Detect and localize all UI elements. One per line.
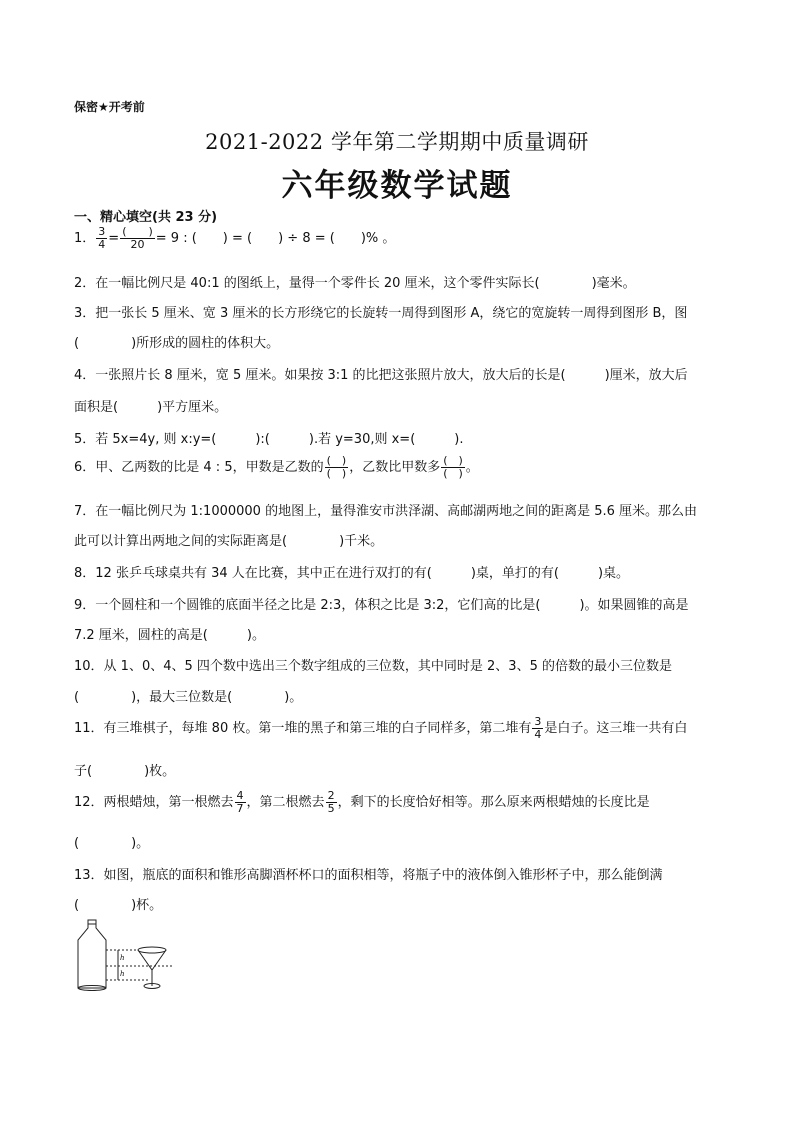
bottle-and-cone-glass-figure bbox=[70, 918, 180, 994]
question-4-line-2: 面积是( )平方厘米。 bbox=[74, 400, 228, 415]
question-11-line-1: 11．有三堆棋子，每堆 80 枚。第一堆的黑子和第三堆的白子同样多，第二堆有 $\frac{3}{4}$ 是白子。这三堆一共有白 bbox=[74, 715, 688, 741]
question-4-line-1: 4．一张照片长 8 厘米，宽 5 厘米。如果按 3:1 的比把这张照片放大，放大后的长是( )厘米，放大后 bbox=[74, 368, 688, 383]
height-label-bottom: h bbox=[120, 970, 125, 978]
question-11-line-2: 子( )枚。 bbox=[74, 764, 176, 779]
question-13-line-2: ( )杯。 bbox=[74, 898, 163, 913]
height-label-top: h bbox=[120, 954, 125, 962]
section-heading: 一、精心填空(共 23 分) bbox=[74, 210, 218, 225]
confidential-mark: 保密★开考前 bbox=[74, 100, 145, 114]
question-9-line-1: 9．一个圆柱和一个圆锥的底面半径之比是 2:3，体积之比是 3:2，它们高的比是( )。如果圆锥的高是 bbox=[74, 598, 689, 613]
fraction: $\frac{4}{7}$ bbox=[236, 789, 244, 815]
question-7-line-2: 此可以计算出两地之间的实际距离是( )千米。 bbox=[74, 534, 384, 549]
question-9-line-2: 7.2 厘米，圆柱的高是( )。 bbox=[74, 628, 265, 643]
question-1: 1． $\frac{3}{4}$ = $\frac{( )}{20}$ = 9 : ( ) = ( ) ÷ 8 = ( )% 。 bbox=[74, 225, 396, 251]
bottle-shape bbox=[78, 920, 106, 988]
fraction: $\frac{( )}{20}$ bbox=[122, 225, 153, 251]
question-2: 2．在一幅比例尺是 40:1 的图纸上，量得一个零件长 20 厘米，这个零件实际长( )毫米。 bbox=[74, 276, 636, 291]
fraction-blank: $\frac{( )}{( )}$ bbox=[443, 454, 463, 480]
exam-subtitle: 六年级数学试题 bbox=[281, 168, 513, 204]
question-3-line-2: ( )所形成的圆柱的体积大。 bbox=[74, 336, 280, 351]
fraction: $\frac{3}{4}$ bbox=[534, 715, 542, 741]
question-8: 8．12 张乒乓球桌共有 34 人在比赛，其中正在进行双打的有( )桌，单打的有( )桌。 bbox=[74, 566, 630, 581]
exam-title: 2021-2022 学年第二学期期中质量调研 bbox=[205, 130, 589, 154]
question-12-line-1: 12．两根蜡烛，第一根燃去 $\frac{4}{7}$ ，第二根燃去 $\frac{2}{5}$ ，剩下的长度恰好相等。那么原来两根蜡烛的长度比是 bbox=[74, 789, 650, 815]
question-3-line-1: 3．把一张长 5 厘米、宽 3 厘米的长方形绕它的长旋转一周得到图形 A，绕它的宽旋转一周得到图形 B，图 bbox=[74, 306, 688, 321]
fraction: $\frac{3}{4}$ bbox=[98, 225, 106, 251]
question-10-line-1: 10．从 1、0、4、5 四个数中选出三个数字组成的三位数，其中同时是 2、3、5 的倍数的最小三位数是 bbox=[74, 659, 672, 674]
q1-number: 1． bbox=[74, 231, 96, 246]
question-10-line-2: ( )，最大三位数是( )。 bbox=[74, 690, 303, 705]
question-12-line-2: ( )。 bbox=[74, 836, 150, 851]
fraction: $\frac{2}{5}$ bbox=[327, 789, 335, 815]
question-13-line-1: 13．如图，瓶底的面积和锥形高脚酒杯杯口的面积相等，将瓶子中的液体倒入锥形杯子中，那么能倒满 bbox=[74, 868, 663, 883]
fraction-blank: $\frac{( )}{( )}$ bbox=[326, 454, 347, 480]
question-7-line-1: 7．在一幅比例尺为 1:1000000 的地图上，量得淮安市洪泽湖、高邮湖两地之间的距离是 5.6 厘米。那么由 bbox=[74, 504, 698, 519]
cone-glass-rim bbox=[138, 947, 166, 953]
question-5: 5．若 5x=4y, 则 x:y=( ):( ).若 y=30,则 x=( ). bbox=[74, 432, 464, 447]
question-6: 6．甲、乙两数的比是 4 : 5，甲数是乙数的 $\frac{( )}{( )}$ ，乙数比甲数多 $\frac{( )}{( )}$ 。 bbox=[74, 454, 479, 480]
